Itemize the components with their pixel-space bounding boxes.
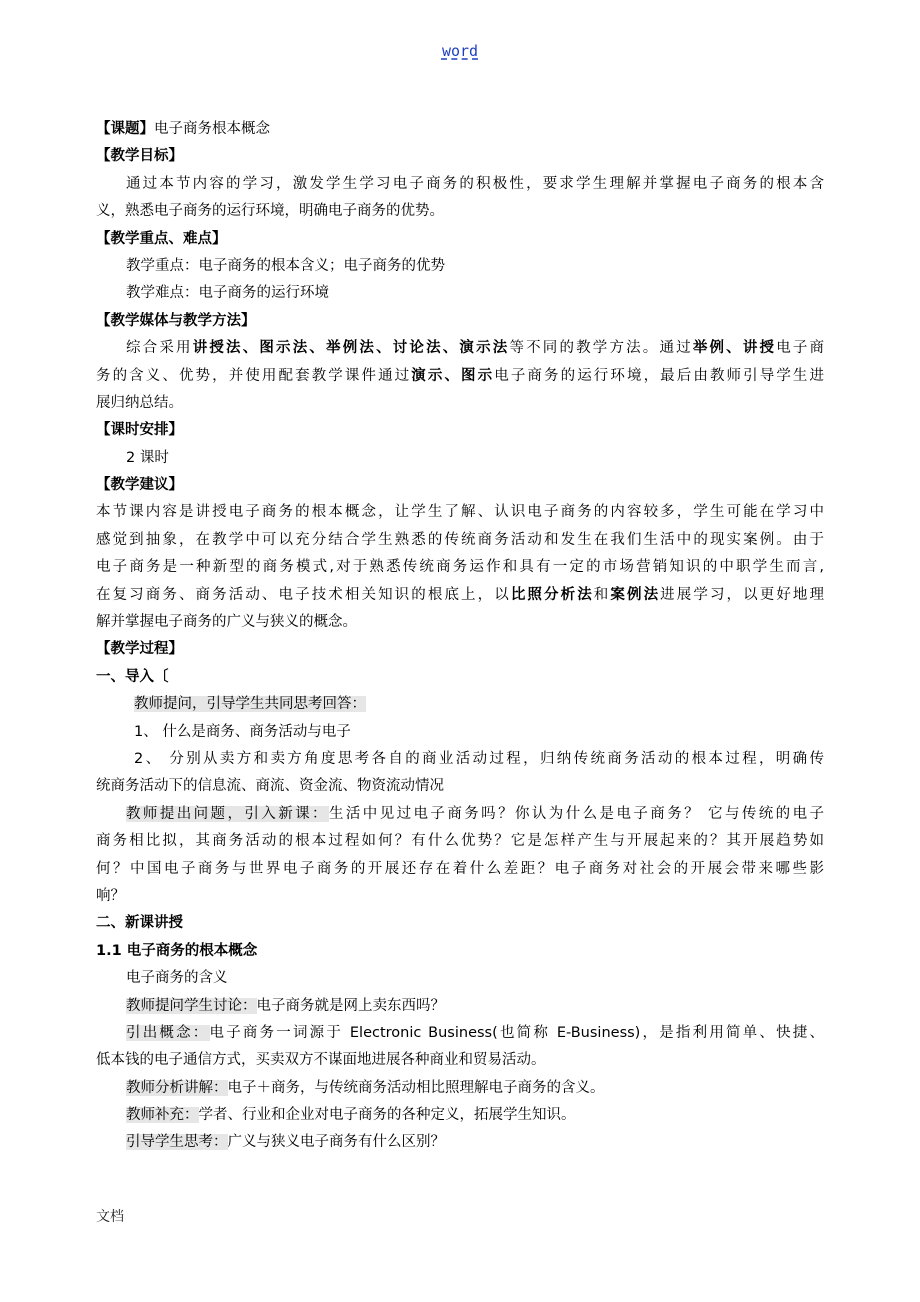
concept-line [96, 1020, 824, 1047]
discussion-text: 电子商务就是网上卖东西吗？ [256, 997, 445, 1014]
media-text: 电子商 [776, 340, 825, 357]
footer-label: 文档 [96, 1209, 124, 1225]
advice-paragraph-line: 解并掌握电子商务的广义与狭义的概念。 [96, 614, 357, 631]
topic-text: 电子商务根本概念 [154, 121, 270, 137]
document-body [96, 116, 824, 1157]
think-label: 引导学生思考： [126, 1134, 228, 1151]
advice-paragraph-line: 电子商务是一种新型的商务模式,对于熟悉传统商务运作和具有一定的市场营销知识的中职学生而言, [96, 559, 824, 576]
supplement-label: 教师补充： [126, 1107, 199, 1124]
meaning-subheading: 电子商务的含义 [126, 970, 228, 987]
intro-new-lesson-line: 商务相比拟，其商务活动的根本过程如何？有什么优势？它是怎样产生与开展起来的？其开展趋势如 [96, 833, 824, 850]
topic-heading: 【课题】 [96, 121, 154, 137]
media-text: 务的含义、优势，并使用配套教学课件通过 [96, 367, 412, 384]
intro-new-lesson-line: 何？中国电子商务与世界电子商务的开展还存在着什么差距？电子商务对社会的开展会带来哪些影 [96, 860, 824, 877]
goals-paragraph-line: 义，熟悉电子商务的运行环境，明确电子商务的优势。 [96, 203, 444, 220]
intro-new-lesson-line [96, 801, 824, 828]
media-text: 等不同的教学方法。通过 [509, 340, 693, 357]
focus-key-line: 教学重点：电子商务的根本含义；电子商务的优势 [126, 257, 445, 274]
focus-heading: 【教学重点、难点】 [96, 230, 227, 247]
concept-line-cont: 低本钱的电子通信方式，买卖双方不谋面地进展各种商业和贸易活动。 [96, 1052, 546, 1069]
think-line [96, 1129, 824, 1156]
goals-heading: 【教学目标】 [96, 148, 183, 165]
intro-item-1: 1、 什么是商务、商务活动与电子 [134, 723, 351, 740]
analysis-line [96, 1075, 824, 1102]
media-text: 综合采用 [126, 340, 193, 357]
advice-paragraph-line: 感觉到抽象，在教学中可以充分结合学生熟悉的传统商务活动和发生在我们生活中的现实案例。由于 [96, 531, 824, 548]
analysis-label: 教师分析讲解： [126, 1079, 228, 1096]
advice-method-bold: 比照分析法 [510, 586, 594, 603]
media-paragraph-line [96, 335, 824, 362]
advice-paragraph-line [96, 582, 824, 609]
intro-new-lesson-text: 生活中见过电子商务吗？你认为什么是电子商务？ 它与传统的电子 [328, 805, 825, 822]
advice-method-bold: 案例法 [610, 586, 661, 603]
intro-new-lesson-label: 教师提出问题，引入新课： [126, 805, 329, 822]
media-methods-bold: 举例、讲授 [692, 340, 777, 357]
concept-text: 电子商务一词源于 Electronic Business(也简称 E-Business)，是指利用简单、快捷、 [209, 1024, 825, 1041]
topic-line [96, 116, 824, 143]
media-text: 电子商务的运行环境，最后由教师引导学生进 [494, 367, 825, 384]
intro-heading: 一、导入〔 [96, 668, 169, 685]
think-text: 广义与狭义电子商务有什么区别？ [227, 1134, 445, 1151]
intro-item-2-cont: 统商务活动下的信息流、商流、资金流、物资流动情况 [96, 778, 444, 795]
intro-question-text: 教师提问，引导学生共同思考回答： [134, 696, 366, 713]
media-paragraph-line [96, 363, 824, 390]
discussion-line [96, 993, 824, 1020]
process-heading: 【教学过程】 [96, 641, 183, 658]
media-methods-bold: 演示、图示 [411, 367, 495, 384]
header-word-link[interactable]: word [441, 42, 479, 60]
intro-new-lesson-line: 响？ [96, 887, 125, 904]
advice-text: 进展学习，以更好地理 [660, 586, 825, 603]
discussion-label: 教师提问学生讨论： [126, 997, 257, 1014]
intro-question-line [96, 691, 824, 718]
section-1-1-heading: 1.1 电子商务的根本概念 [96, 942, 258, 959]
media-paragraph-line: 展归纳总结。 [96, 394, 183, 411]
analysis-text: 电子＋商务，与传统商务活动相比照理解电子商务的含义。 [227, 1079, 605, 1096]
concept-label: 引出概念： [126, 1024, 210, 1041]
media-heading: 【教学媒体与教学方法】 [96, 312, 256, 329]
media-methods-bold: 讲授法、图示法、举例法、讨论法、演示法 [192, 340, 510, 357]
intro-item-2: 2、 分别从卖方和卖方角度思考各自的商业活动过程，归纳传统商务活动的根本过程，明确传 [134, 750, 824, 767]
advice-text: 和 [593, 586, 611, 603]
supplement-line [96, 1102, 824, 1129]
hours-heading: 【课时安排】 [96, 422, 183, 439]
advice-heading: 【教学建议】 [96, 477, 183, 494]
new-lesson-heading: 二、新课讲授 [96, 915, 183, 932]
hours-text: 2 课时 [126, 449, 169, 466]
advice-text: 在复习商务、商务活动、电子技术相关知识的根底上，以 [96, 586, 511, 603]
advice-paragraph-line: 本节课内容是讲授电子商务的根本概念，让学生了解、认识电子商务的内容较多，学生可能在学习中 [96, 504, 824, 521]
supplement-text: 学者、行业和企业对电子商务的各种定义，拓展学生知识。 [198, 1107, 576, 1124]
focus-difficult-line: 教学难点：电子商务的运行环境 [126, 285, 329, 302]
goals-paragraph-line: 通过本节内容的学习，激发学生学习电子商务的积极性，要求学生理解并掌握电子商务的根本含 [126, 175, 824, 192]
